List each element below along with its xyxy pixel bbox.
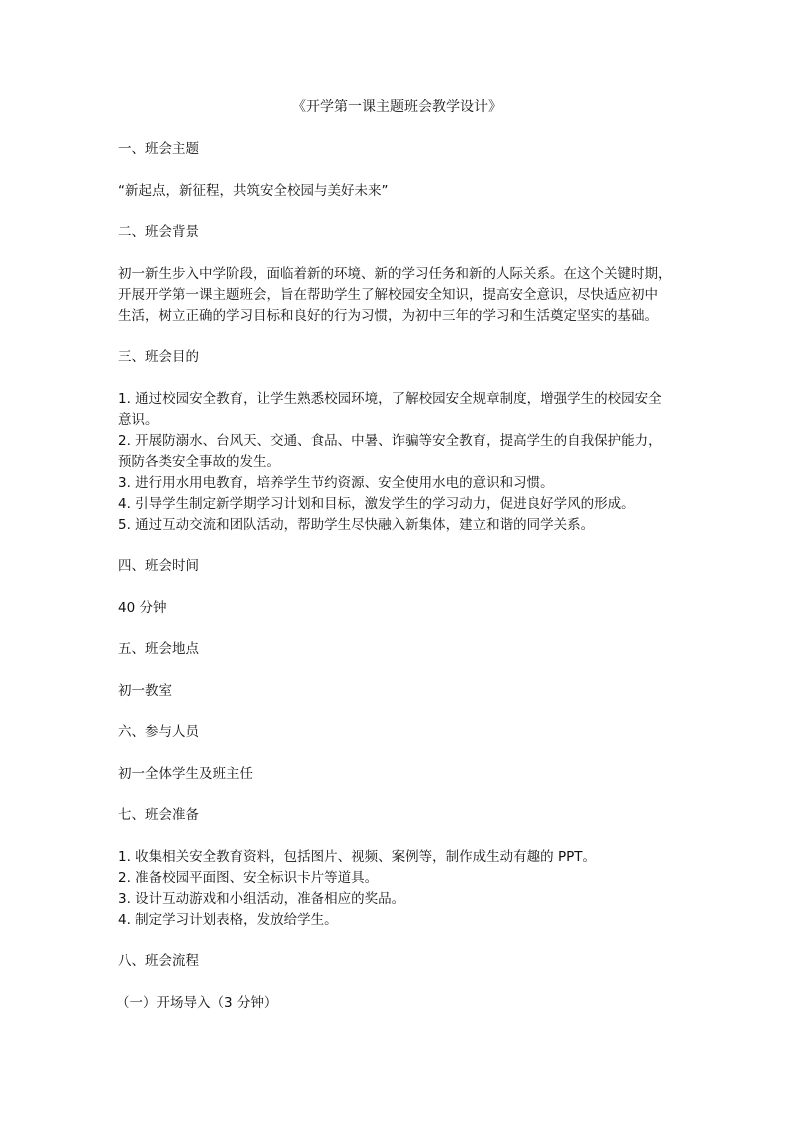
background-line-1: 初一新生步入中学阶段，面临着新的环境、新的学习任务和新的人际关系。在这个关键时期，: [118, 266, 672, 282]
time-value: 40 分钟: [118, 600, 167, 616]
preparation-item-4: 4. 制定学习计划表格，发放给学生。: [118, 912, 338, 928]
location-value: 初一教室: [118, 683, 172, 699]
purpose-item-1-line-2: 意识。: [118, 412, 159, 428]
preparation-item-1: 1. 收集相关安全教育资料，包括图片、视频、案例等，制作成生动有趣的 PPT。: [118, 849, 596, 865]
section-heading-time: 四、班会时间: [118, 558, 199, 574]
section-heading-background: 二、班会背景: [118, 224, 199, 240]
section-heading-preparation: 七、班会准备: [118, 807, 199, 823]
background-line-3: 生活，树立正确的学习目标和良好的行为习惯，为初中三年的学习和生活奠定坚实的基础。: [118, 308, 658, 324]
purpose-item-4: 4. 引导学生制定新学期学习计划和目标，激发学生的学习动力，促进良好学风的形成。: [118, 496, 635, 512]
purpose-item-2-line-1: 2. 开展防溺水、台风天、交通、食品、中暑、诈骗等安全教育，提高学生的自我保护能力，: [118, 433, 662, 449]
document-title: 《开学第一课主题班会教学设计》: [292, 99, 502, 115]
preparation-item-3: 3. 设计互动游戏和小组活动，准备相应的奖品。: [118, 891, 406, 907]
purpose-item-5: 5. 通过互动交流和团队活动，帮助学生尽快融入新集体，建立和谐的同学关系。: [118, 517, 595, 533]
section-heading-process: 八、班会流程: [118, 953, 199, 969]
section-heading-location: 五、班会地点: [118, 641, 199, 657]
theme-text: “新起点，新征程，共筑安全校园与美好未来”: [118, 183, 389, 199]
purpose-item-1-line-1: 1. 通过校园安全教育，让学生熟悉校园环境，了解校园安全规章制度，增强学生的校园安全: [118, 391, 662, 407]
process-subheading-opening: （一）开场导入（3 分钟）: [116, 995, 278, 1011]
preparation-item-2: 2. 准备校园平面图、安全标识卡片等道具。: [118, 870, 379, 886]
purpose-item-3: 3. 进行用水用电教育，培养学生节约资源、安全使用水电的意识和习惯。: [118, 475, 554, 491]
section-heading-purpose: 三、班会目的: [118, 349, 199, 365]
section-heading-participants: 六、参与人员: [118, 724, 199, 740]
background-line-2: 开展开学第一课主题班会，旨在帮助学生了解校园安全知识，提高安全意识，尽快适应初中: [118, 287, 658, 303]
participants-value: 初一全体学生及班主任: [118, 766, 253, 782]
section-heading-theme: 一、班会主题: [118, 141, 199, 157]
purpose-item-2-line-2: 预防各类安全事故的发生。: [118, 454, 280, 470]
